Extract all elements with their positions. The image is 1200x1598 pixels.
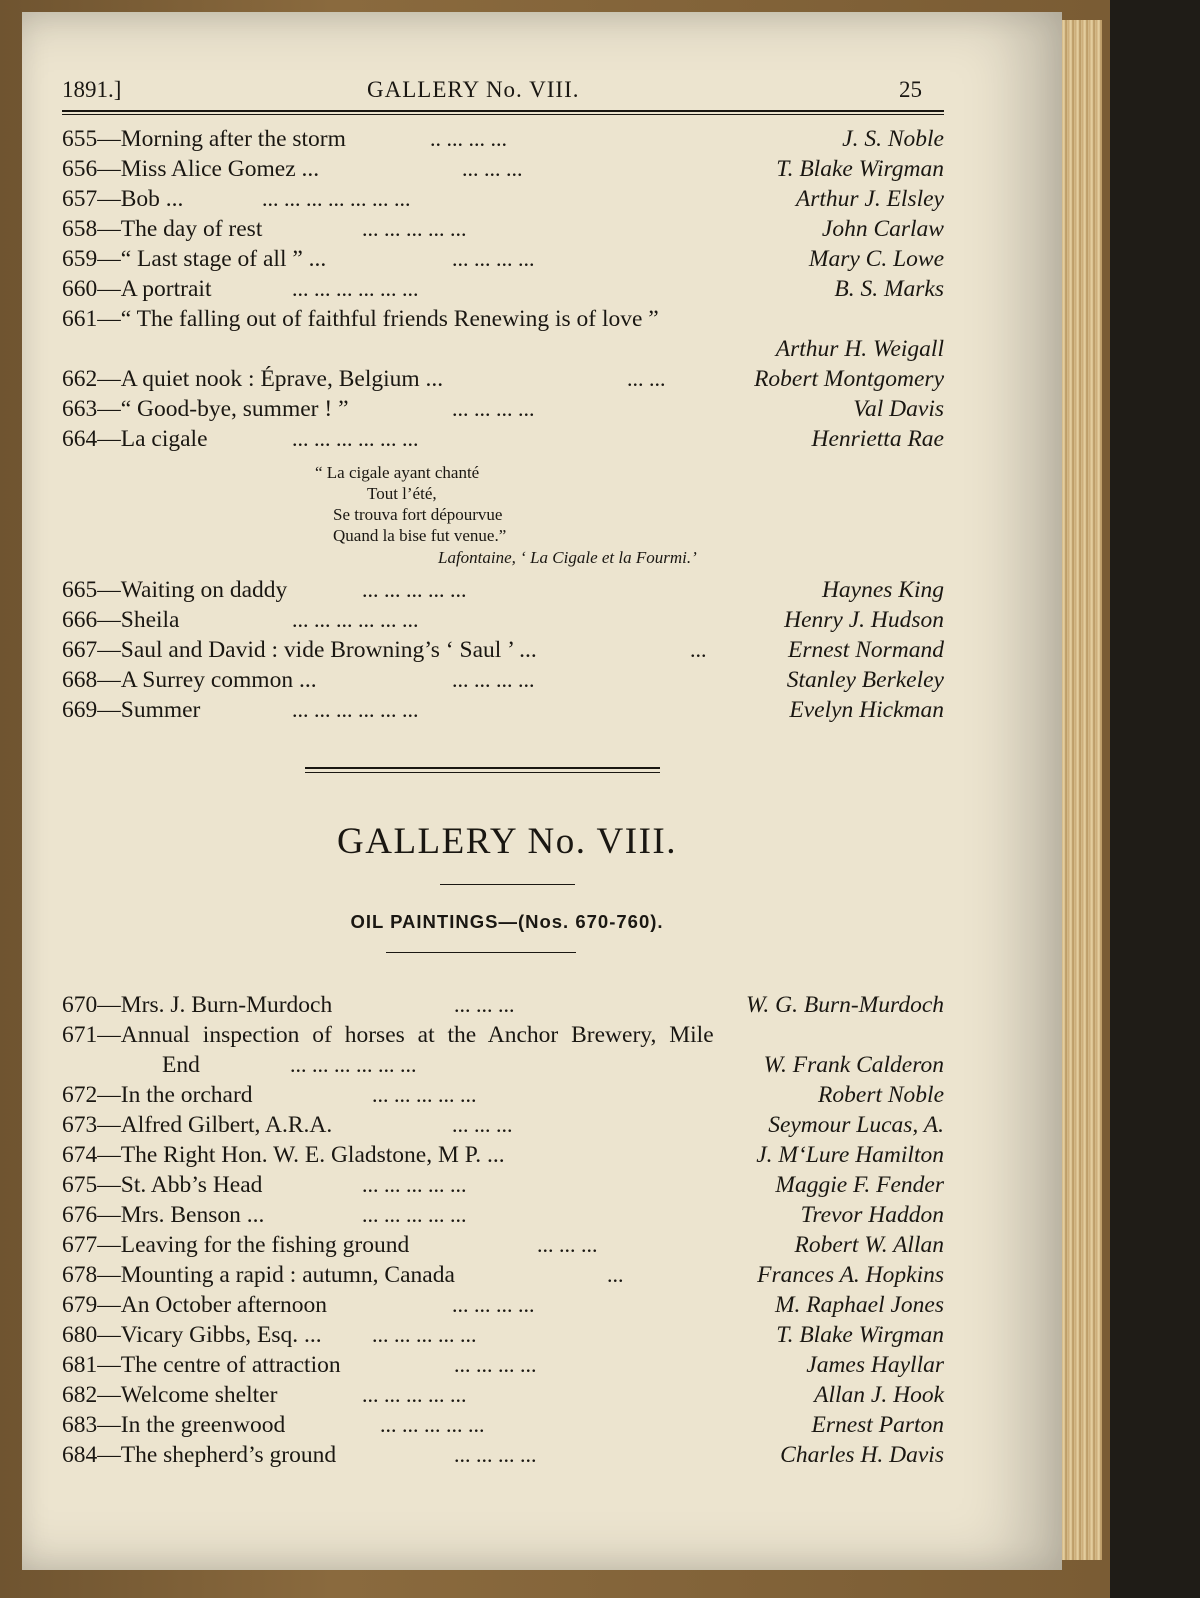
artist-name: James Hayllar xyxy=(806,1352,944,1378)
catalogue-entry: 666—Sheila ... ... ... ... ... ... Henry J. Hudson xyxy=(62,607,944,633)
catalogue-entry: 679—An October afternoon ... ... ... ... M. Raphael Jones xyxy=(62,1292,944,1318)
artist-name: Robert W. Allan xyxy=(794,1232,944,1258)
quote-line: Tout l’été, xyxy=(367,484,437,503)
artist-name: John Carlaw xyxy=(821,216,944,242)
artist-name: J. S. Noble xyxy=(842,126,944,152)
catalogue-entry: 665—Waiting on daddy ... ... ... ... ... Haynes King xyxy=(62,577,944,603)
artist-name: T. Blake Wirgman xyxy=(776,1322,944,1348)
page-content xyxy=(22,12,1062,1570)
page-number: 25 xyxy=(899,77,922,102)
entry-artist-line xyxy=(62,334,944,364)
catalogue-entry: 664—La cigale ... ... ... ... ... ... Henrietta Rae xyxy=(62,426,944,452)
artist-name: Arthur H. Weigall xyxy=(775,336,944,362)
artist-name: Seymour Lucas, A. xyxy=(768,1112,944,1138)
artist-name: Haynes King xyxy=(821,577,944,603)
artist-name: J. M‘Lure Hamilton xyxy=(756,1142,944,1168)
section-rule xyxy=(305,767,660,769)
artist-name: Ernest Parton xyxy=(811,1412,944,1438)
title-rule xyxy=(440,884,575,885)
catalogue-entry: 682—Welcome shelter ... ... ... ... ... Allan J. Hook xyxy=(62,1382,944,1408)
artist-name: Henry J. Hudson xyxy=(784,607,944,633)
artist-name: Trevor Haddon xyxy=(800,1202,944,1228)
catalogue-entry: 683—In the greenwood ... ... ... ... ... Ernest Parton xyxy=(62,1412,944,1438)
artist-name: Maggie F. Fender xyxy=(775,1172,944,1198)
running-title: GALLERY No. VIII. xyxy=(367,77,580,102)
catalogue-entry: 677—Leaving for the fishing ground ... ... ... Robert W. Allan xyxy=(62,1232,944,1258)
catalogue-entry: 655—Morning after the storm .. ... ... ... J. S. Noble xyxy=(62,126,944,152)
artist-name: M. Raphael Jones xyxy=(774,1292,944,1318)
artist-name: T. Blake Wirgman xyxy=(776,156,944,182)
catalogue-entry: 681—The centre of attraction ... ... ... ... James Hayllar xyxy=(62,1352,944,1378)
artist-name: Frances A. Hopkins xyxy=(757,1262,944,1288)
artist-name: W. Frank Calderon xyxy=(763,1052,944,1078)
catalogue-entry: 684—The shepherd’s ground ... ... ... ... Charles H. Davis xyxy=(62,1442,944,1468)
catalogue-entry: 680—Vicary Gibbs, Esq. ... ... ... ... ... ... T. Blake Wirgman xyxy=(62,1322,944,1348)
book-page xyxy=(22,12,1062,1570)
catalogue-entry: 673—Alfred Gilbert, A.R.A. ... ... ... Seymour Lucas, A. xyxy=(62,1112,944,1138)
catalogue-entry: 668—A Surrey common ... ... ... ... ... Stanley Berkeley xyxy=(62,667,944,693)
header-year: 1891.] xyxy=(62,77,122,102)
catalogue-entry: 674—The Right Hon. W. E. Gladstone, M P. ... J. M‘Lure Hamilton xyxy=(62,1142,944,1168)
catalogue-entry: 676—Mrs. Benson ... ... ... ... ... ... Trevor Haddon xyxy=(62,1202,944,1228)
catalogue-entry: 671—Annual inspection of horses at the Anchor Brewery, Mile xyxy=(62,1022,714,1048)
catalogue-entry: 656—Miss Alice Gomez ... ... ... ... T. Blake Wirgman xyxy=(62,156,944,182)
catalogue-entry: 675—St. Abb’s Head ... ... ... ... ... Maggie F. Fender xyxy=(62,1172,944,1198)
subtitle-rule xyxy=(386,952,576,953)
artist-name: Robert Noble xyxy=(818,1082,944,1108)
artist-name: Evelyn Hickman xyxy=(789,697,944,723)
quote-line: “ La cigale ayant chanté xyxy=(315,463,480,482)
artist-name: Arthur J. Elsley xyxy=(795,186,944,212)
catalogue-entry: 670—Mrs. J. Burn-Murdoch ... ... ... W. G. Burn-Murdoch xyxy=(62,992,944,1018)
catalogue-entry: 661—“ The falling out of faithful friends Renewing is of love ” xyxy=(62,306,659,332)
catalogue-entry: 667—Saul and David : vide Browning’s ‘ Saul ’ ... ... Ernest Normand xyxy=(62,637,944,663)
artist-name: B. S. Marks xyxy=(834,276,944,302)
artist-name: Charles H. Davis xyxy=(780,1442,944,1468)
artist-name: Ernest Normand xyxy=(787,637,944,663)
artist-name: Mary C. Lowe xyxy=(808,246,944,272)
catalogue-entry: 660—A portrait ... ... ... ... ... ... B. S. Marks xyxy=(62,276,944,302)
section-title: GALLERY No. VIII. xyxy=(337,821,677,862)
artist-name: Stanley Berkeley xyxy=(786,667,944,693)
catalogue-entry: 657—Bob ... ... ... ... ... ... ... ... Arthur J. Elsley xyxy=(62,186,944,212)
artist-name: Val Davis xyxy=(853,396,944,422)
catalogue-entry-continuation: End ... ... ... ... ... ... W. Frank Calderon xyxy=(162,1052,944,1078)
catalogue-entry: 658—The day of rest ... ... ... ... ... John Carlaw xyxy=(62,216,944,242)
artist-name: Henrietta Rae xyxy=(811,426,944,452)
quote-line: Quand la bise fut venue.” xyxy=(333,526,507,545)
catalogue-entry: 659—“ Last stage of all ” ... ... ... ... ... Mary C. Lowe xyxy=(62,246,944,272)
section-subtitle: OIL PAINTINGS—(Nos. 670-760). xyxy=(350,911,664,932)
artist-name: Robert Montgomery xyxy=(754,366,944,392)
catalogue-entry: 672—In the orchard ... ... ... ... ... Robert Noble xyxy=(62,1082,944,1108)
catalogue-entry: 662—A quiet nook : Éprave, Belgium ... ... ... Robert Montgomery xyxy=(62,366,944,392)
header-rule xyxy=(62,110,944,112)
header-rule-thin xyxy=(62,114,944,115)
catalogue-entry: 663—“ Good-bye, summer ! ” ... ... ... ... Val Davis xyxy=(62,396,944,422)
artist-name: W. G. Burn-Murdoch xyxy=(746,992,944,1018)
quote-line: Se trouva fort dépourvue xyxy=(333,505,503,524)
catalogue-entry: 678—Mounting a rapid : autumn, Canada ... Frances A. Hopkins xyxy=(62,1262,944,1288)
artist-name: Allan J. Hook xyxy=(814,1382,944,1408)
section-rule-thin xyxy=(305,772,660,773)
quote-attribution: Lafontaine, ‘ La Cigale et la Fourmi.’ xyxy=(438,548,697,567)
catalogue-entry: 669—Summer ... ... ... ... ... ... Evelyn Hickman xyxy=(62,697,944,723)
